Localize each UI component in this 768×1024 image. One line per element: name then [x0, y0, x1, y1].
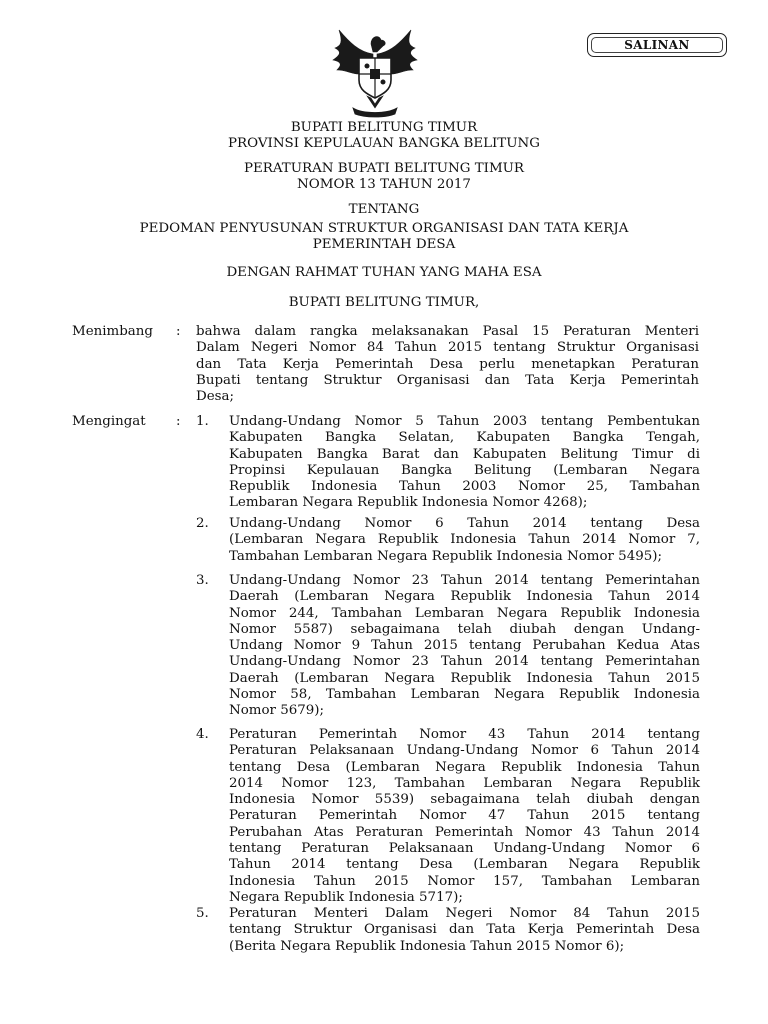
regulation-title: PERATURAN BUPATI BELITUNG TIMUR [243, 161, 525, 176]
text-line: Lembaran Negara Republik Indonesia Nomor 4268); [229, 495, 588, 511]
mengingat-item-text [229, 516, 700, 565]
text-line: (Lembaran Negara Republik Indonesia Tahun 2014 Nomor 7, [229, 532, 700, 548]
header-line1: BUPATI BELITUNG TIMUR [290, 120, 478, 135]
text-line: Indonesia Nomor 5539) sebagaimana telah diubah dengan [229, 792, 700, 808]
text-line: Undang-Undang Nomor 6 Tahun 2014 tentang Desa [229, 516, 700, 531]
mengingat-item-text [229, 727, 700, 906]
mengingat-item-text [229, 906, 700, 955]
mengingat-item-number: 4. [196, 727, 209, 742]
garuda-emblem-icon [329, 24, 421, 120]
text-line: tentang Struktur Organisasi dan Tata Kerja Pemerintah Desa [229, 922, 700, 938]
mengingat-label: Mengingat [72, 414, 146, 429]
text-line: Kabupaten Bangka Selatan, Kabupaten Bangka Tengah, [229, 430, 700, 446]
mengingat-item-number: 3. [196, 573, 209, 588]
text-line: Peraturan Pelaksanaan Undang-Undang Nomor 6 Tahun 2014 [229, 743, 700, 759]
text-line: Negara Republik Indonesia 5717); [229, 889, 463, 905]
menimbang-text [196, 324, 699, 405]
text-line: Undang-Undang Nomor 5 Tahun 2003 tentang Pembentukan [229, 414, 700, 429]
text-line: Nomor 244, Tambahan Lembaran Negara Republik Indonesia [229, 605, 700, 621]
text-line: Undang Nomor 9 Tahun 2015 tentang Perubahan Kedua Atas [229, 638, 700, 654]
text-line: Bupati tentang Struktur Organisasi dan Tata Kerja Pemerintah [196, 372, 699, 388]
text-line: Tahun 2014 tentang Desa (Lembaran Negara Republik [229, 857, 700, 873]
subject-line1: PEDOMAN PENYUSUNAN STRUKTUR ORGANISASI DAN TATA KERJA [139, 221, 629, 236]
text-line: Desa; [196, 389, 235, 405]
text-line: 2014 Nomor 123, Tambahan Lembaran Negara Republik [229, 775, 700, 791]
text-line: Perubahan Atas Peraturan Pemerintah Nomor 43 Tahun 2014 [229, 824, 700, 840]
text-line: Peraturan Menteri Dalam Negeri Nomor 84 Tahun 2015 [229, 906, 700, 921]
text-line: Daerah (Lembaran Negara Republik Indonesia Tahun 2015 [229, 670, 700, 686]
text-line: Nomor 58, Tambahan Lembaran Negara Republik Indonesia [229, 687, 700, 703]
text-line: Propinsi Kepulauan Bangka Belitung (Lembaran Negara [229, 462, 700, 478]
text-line: Nomor 5679); [229, 703, 325, 719]
text-line: dan Tata Kerja Pemerintah Desa perlu menetapkan Peraturan [196, 356, 699, 372]
mengingat-item-text [229, 414, 700, 512]
salinan-label: SALINAN [624, 38, 690, 52]
text-line: Peraturan Pemerintah Nomor 43 Tahun 2014 tentang [229, 727, 700, 742]
menimbang-label: Menimbang [72, 324, 153, 339]
text-line: Daerah (Lembaran Negara Republik Indonesia Tahun 2014 [229, 589, 700, 605]
text-line: Tambahan Lembaran Negara Republik Indonesia Nomor 5495); [229, 548, 662, 564]
salinan-stamp [587, 33, 727, 57]
official-title: BUPATI BELITUNG TIMUR, [288, 295, 480, 310]
regulation-number: NOMOR 13 TAHUN 2017 [297, 177, 471, 192]
mengingat-item-text [229, 573, 700, 720]
text-line: Dalam Negeri Nomor 84 Tahun 2015 tentang Struktur Organisasi [196, 340, 699, 356]
text-line: Undang-Undang Nomor 23 Tahun 2014 tentang Pemerintahan [229, 654, 700, 670]
mengingat-item-number: 5. [196, 906, 209, 921]
text-line: tentang Peraturan Pelaksanaan Undang-Undang Nomor 6 [229, 841, 700, 857]
header-line2: PROVINSI KEPULAUAN BANGKA BELITUNG [228, 136, 540, 151]
text-line: Indonesia Tahun 2015 Nomor 157, Tambahan Lembaran [229, 873, 700, 889]
text-line: bahwa dalam rangka melaksanakan Pasal 15 Peraturan Menteri [196, 324, 699, 339]
mengingat-item-number: 1. [196, 414, 209, 429]
text-line: Nomor 5587) sebagaimana telah diubah dengan Undang- [229, 621, 700, 637]
subject-line2: PEMERINTAH DESA [312, 237, 456, 252]
about-heading: TENTANG [348, 202, 420, 217]
mengingat-colon: : [176, 414, 181, 429]
blessing: DENGAN RAHMAT TUHAN YANG MAHA ESA [226, 265, 542, 280]
text-line: Peraturan Pemerintah Nomor 47 Tahun 2015 tentang [229, 808, 700, 824]
text-line: Republik Indonesia Tahun 2003 Nomor 25, Tambahan [229, 479, 700, 495]
text-line: tentang Desa (Lembaran Negara Republik Indonesia Tahun [229, 759, 700, 775]
text-line: Undang-Undang Nomor 23 Tahun 2014 tentang Pemerintahan [229, 573, 700, 588]
menimbang-colon: : [176, 324, 181, 339]
text-line: (Berita Negara Republik Indonesia Tahun 2015 Nomor 6); [229, 938, 625, 954]
mengingat-item-number: 2. [196, 516, 209, 531]
text-line: Kabupaten Bangka Barat dan Kabupaten Belitung Timur di [229, 446, 700, 462]
